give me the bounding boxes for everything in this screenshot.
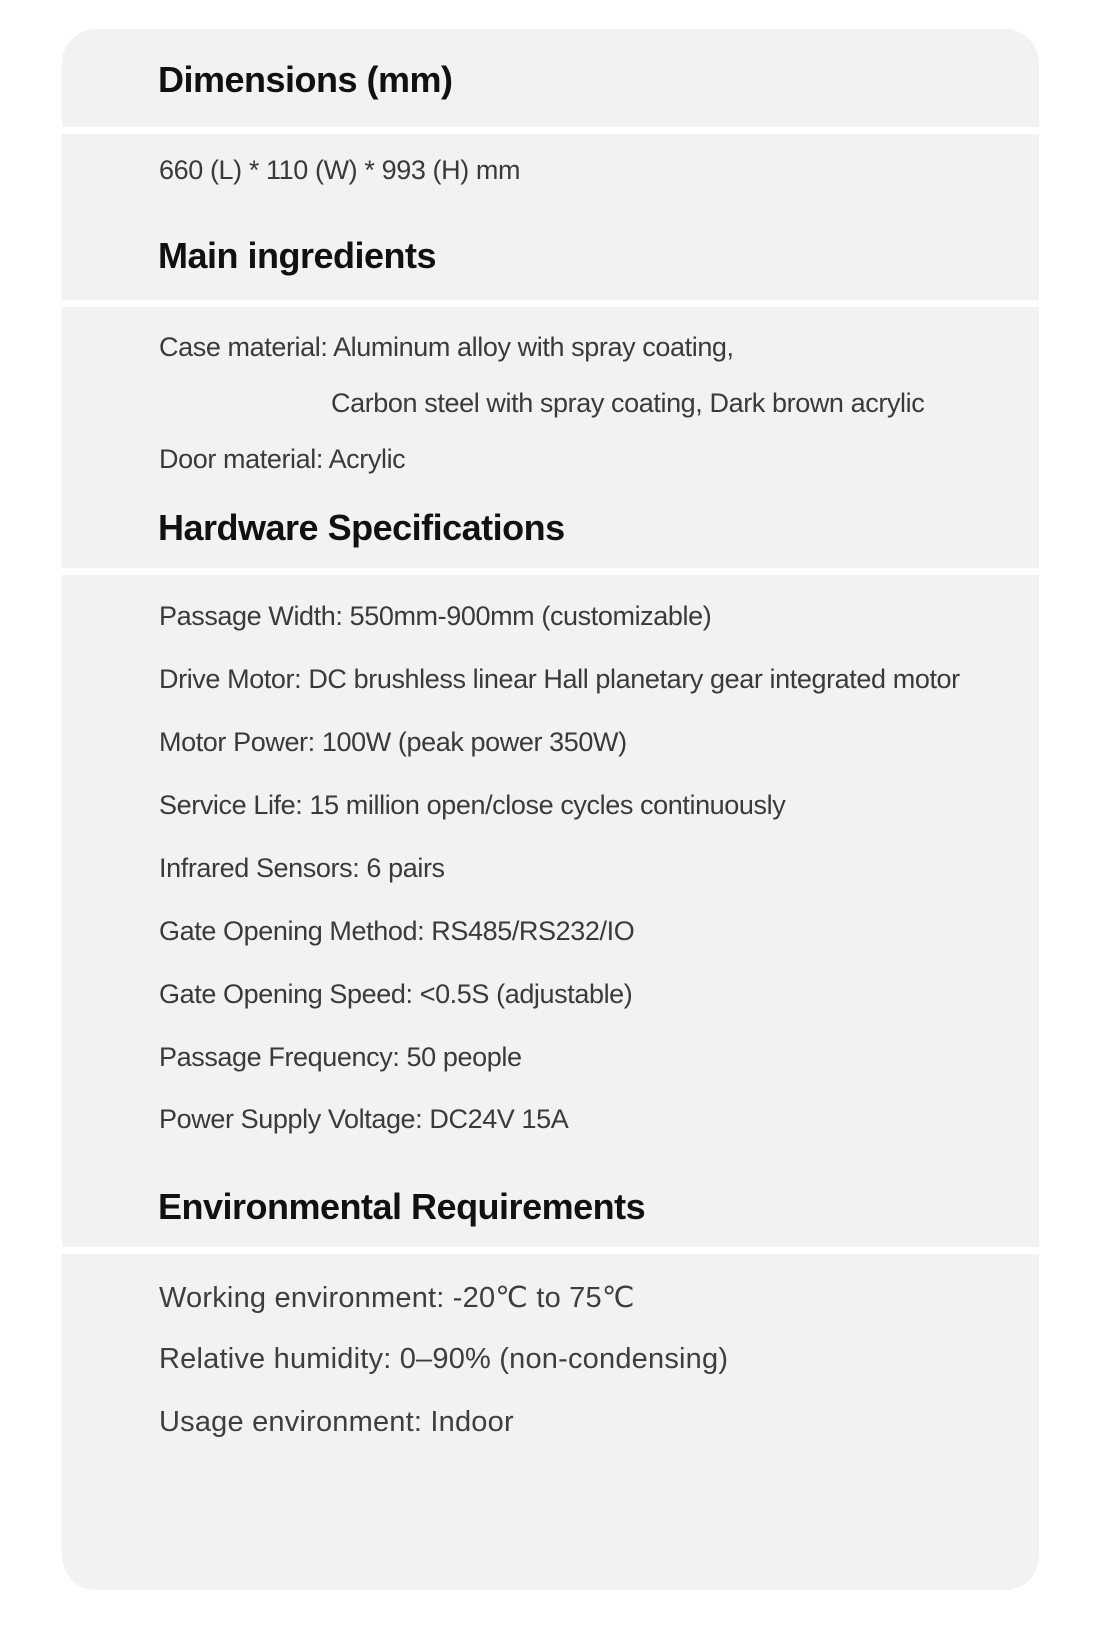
case-material-continuation: Carbon steel with spray coating, Dark brown acrylic — [331, 388, 925, 418]
env-relative-humidity: Relative humidity: 0–90% (non-condensing) — [159, 1343, 729, 1375]
section-divider — [62, 1247, 1039, 1254]
spec-gate-opening-method: Gate Opening Method: RS485/RS232/IO — [159, 916, 635, 946]
spec-passage-width: Passage Width: 550mm-900mm (customizable) — [159, 601, 712, 631]
spec-service-life: Service Life: 15 million open/close cycles continuously — [159, 790, 786, 820]
ingredients-heading: Main ingredients — [158, 235, 437, 276]
spec-passage-frequency: Passage Frequency: 50 people — [159, 1042, 522, 1072]
spec-motor-power: Motor Power: 100W (peak power 350W) — [159, 727, 627, 757]
spec-power-supply: Power Supply Voltage: DC24V 15A — [159, 1104, 569, 1134]
spec-drive-motor: Drive Motor: DC brushless linear Hall planetary gear integrated motor — [159, 664, 960, 694]
env-usage-environment: Usage environment: Indoor — [159, 1406, 514, 1438]
environment-heading: Environmental Requirements — [158, 1186, 646, 1227]
spec-infrared-sensors: Infrared Sensors: 6 pairs — [159, 853, 445, 883]
case-material-line: Case material: Aluminum alloy with spray coating, — [159, 332, 734, 362]
dimensions-heading: Dimensions (mm) — [158, 59, 453, 100]
door-material-line: Door material: Acrylic — [159, 444, 406, 474]
section-divider — [62, 568, 1039, 575]
hardware-heading: Hardware Specifications — [158, 507, 565, 548]
dimensions-value: 660 (L) * 110 (W) * 993 (H) mm — [159, 155, 521, 185]
spec-card — [62, 29, 1039, 1590]
section-divider — [62, 300, 1039, 307]
section-divider — [62, 127, 1039, 134]
spec-gate-opening-speed: Gate Opening Speed: <0.5S (adjustable) — [159, 979, 633, 1009]
env-working-temperature: Working environment: -20℃ to 75℃ — [159, 1282, 635, 1314]
